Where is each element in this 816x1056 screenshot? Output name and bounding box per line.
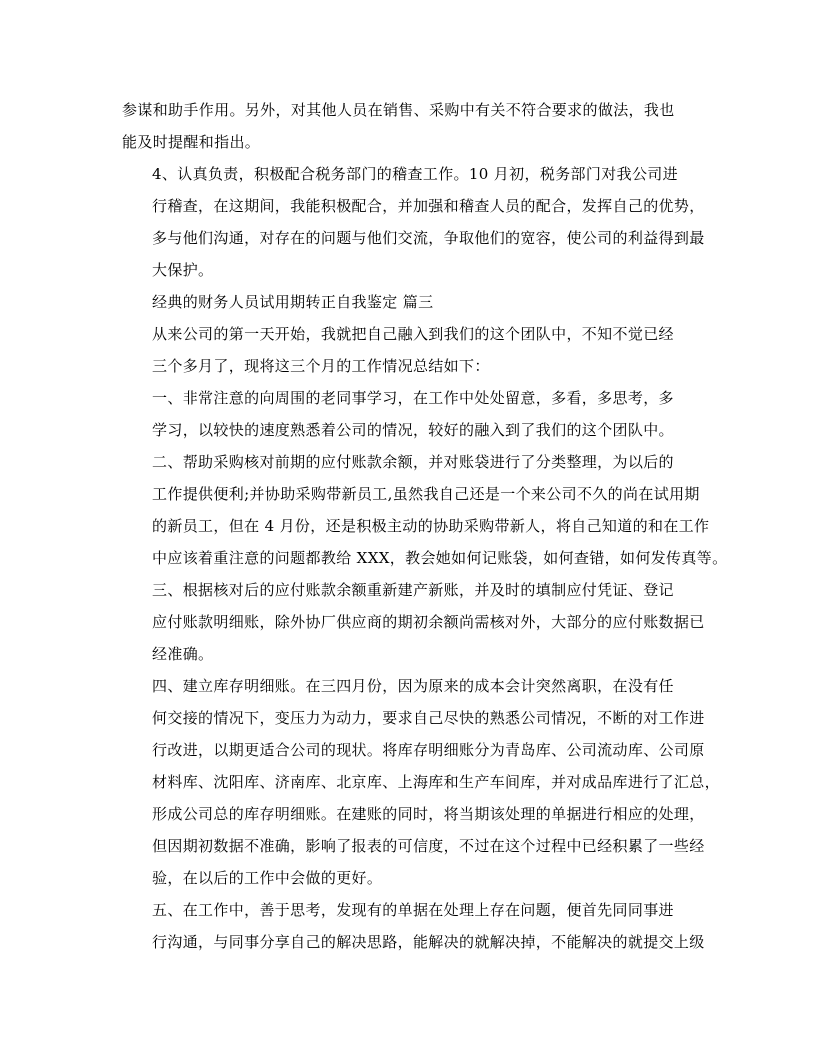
document-body [122, 94, 728, 958]
paragraph [122, 94, 696, 158]
text-line: 二、帮助采购核对前期的应付账款余额，并对账袋进行了分类整理，为以后的 [152, 453, 674, 471]
text-line: 经准确。 [152, 645, 214, 663]
text-line: 工作提供便利;并协助采购带新员工,虽然我自己还是一个来公司不久的尚在试用期 [152, 485, 700, 503]
text-line: 但因期初数据不准确，影响了报表的可信度，不过在这个过程中已经积累了一些经 [152, 837, 705, 855]
text-line: 学习，以较快的速度熟悉着公司的情况，较好的融入到了我们的这个团队中。 [152, 421, 674, 439]
text-line: 的新员工，但在 4 月份，还是积极主动的协助采购带新人，将自己知道的和在工作 [152, 517, 710, 535]
text-line: 行沟通，与同事分享自己的解决思路，能解决的就解决掉，不能解决的就提交上级 [152, 933, 705, 951]
text-line: 从来公司的第一天开始，我就把自己融入到我们的这个团队中，不知不觉已经 [152, 325, 674, 343]
paragraph [122, 318, 696, 382]
text-line: 大保护。 [152, 261, 214, 279]
text-line: 行改进，以期更适合公司的现状。将库存明细账分为青岛库、公司流动库、公司原 [152, 741, 705, 759]
paragraph [122, 894, 705, 958]
text-line: 三个多月了，现将这三个月的工作情况总结如下： [152, 357, 490, 375]
text-line: 能及时提醒和指出。 [122, 133, 261, 151]
text-line: 经典的财务人员试用期转正自我鉴定 篇三 [152, 293, 434, 311]
text-line: 形成公司总的库存明细账。在建账的同时，将当期该处理的单据进行相应的处理， [152, 805, 705, 823]
text-line: 参谋和助手作用。另外，对其他人员在销售、采购中有关不符合要求的做法，我也 [122, 101, 675, 119]
text-line: 四、建立库存明细账。在三四月份，因为原来的成本会计突然离职，在没有任 [152, 677, 674, 695]
paragraph [122, 446, 728, 574]
text-line: 行稽查，在这期间，我能积极配合，并加强和稽查人员的配合，发挥自己的优势， [152, 197, 705, 215]
text-line: 验，在以后的工作中会做的更好。 [152, 869, 383, 887]
text-line: 三、根据核对后的应付账款余额重新建产新账，并及时的填制应付凭证、登记 [152, 581, 674, 599]
text-line: 材料库、沈阳库、济南库、北京库、上海库和生产车间库，并对成品库进行了汇总， [152, 773, 720, 791]
paragraph [122, 158, 705, 286]
text-line: 多与他们沟通，对存在的问题与他们交流，争取他们的宽容，使公司的利益得到最 [152, 229, 705, 247]
paragraph [122, 670, 720, 894]
text-line: 4、认真负责，积极配合税务部门的稽查工作。10 月初，税务部门对我公司进 [152, 165, 679, 183]
text-line: 何交接的情况下，变压力为动力，要求自己尽快的熟悉公司情况，不断的对工作进 [152, 709, 705, 727]
paragraph [122, 574, 705, 670]
paragraph [122, 286, 696, 318]
paragraph [122, 382, 696, 446]
text-line: 应付账款明细账，除外协厂供应商的期初余额尚需核对外，大部分的应付账数据已 [152, 613, 705, 631]
text-line: 一、非常注意的向周围的老同事学习，在工作中处处留意，多看，多思考，多 [152, 389, 674, 407]
text-line: 五、在工作中，善于思考，发现有的单据在处理上存在问题，便首先同同事进 [152, 901, 674, 919]
text-line: 中应该着重注意的问题都教给 XXX，教会她如何记账袋，如何查错，如何发传真等。 [152, 549, 728, 567]
